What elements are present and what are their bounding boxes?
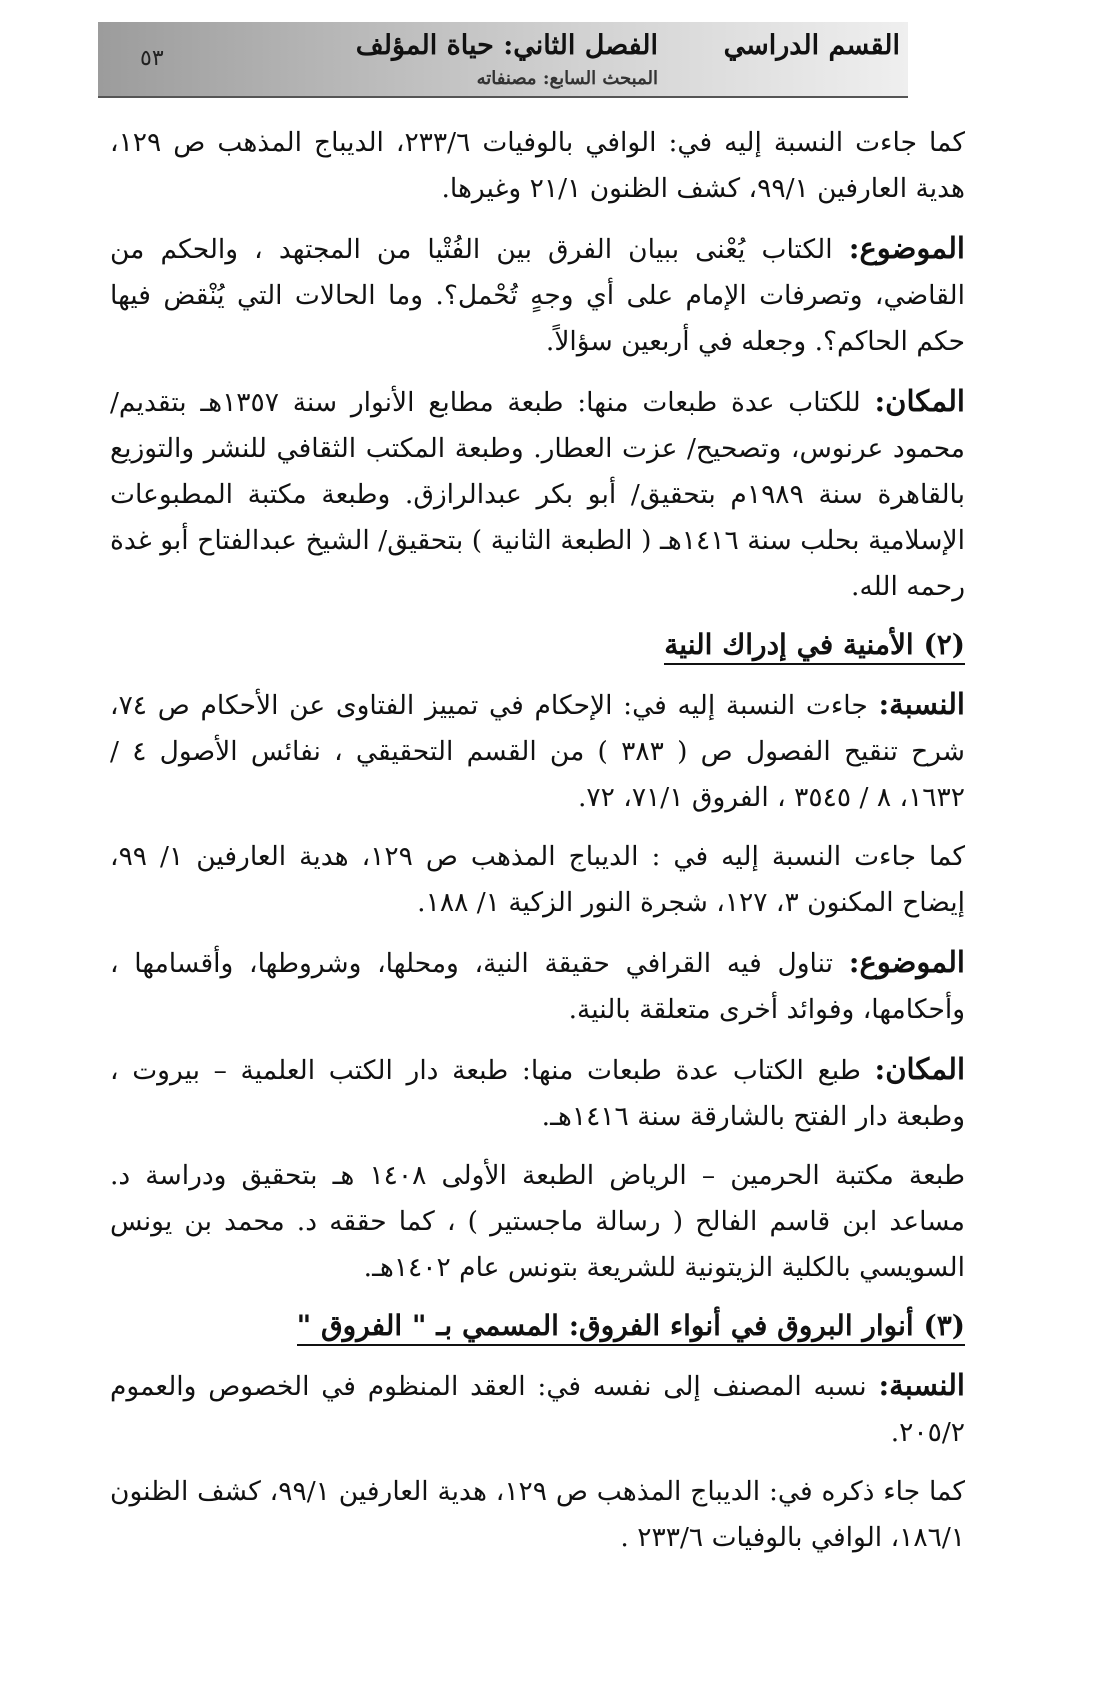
running-header bbox=[98, 22, 908, 98]
section-heading-text: (٣) أنوار البروق في أنواء الفروق: المسمي بـ " الفروق " bbox=[297, 1309, 965, 1346]
header-chapter-title: الفصل الثاني: حياة المؤلف bbox=[355, 30, 658, 61]
paragraph-text: نسبه المصنف إلى نفسه في: العقد المنظوم في الخصوص والعموم ٢٠٥/٢. bbox=[110, 1371, 965, 1448]
paragraph bbox=[110, 1469, 965, 1561]
page-number: ٥٣ bbox=[140, 46, 164, 71]
paragraph-text: الكتاب يُعْنى ببيان الفرق بين الفُتْيا من المجتهد ، والحكم من القاضي، وتصرفات الإمام على أي وجهٍ تُحْمل؟. وما الحالات التي يُنْقض فيها حكم الحاكم؟. وجعله في أربعين سؤالاً. bbox=[110, 234, 965, 357]
field-label: المكان: bbox=[874, 1052, 965, 1086]
field-label: المكان: bbox=[874, 384, 965, 418]
paragraph bbox=[110, 1153, 965, 1291]
section-heading-text: (٢) الأمنية في إدراك النية bbox=[664, 628, 965, 665]
paragraph-text: طبعة مكتبة الحرمين – الرياض الطبعة الأولى ١٤٠٨ هـ بتحقيق ودراسة د. مساعد ابن قاسم الفالح ( رسالة ماجستير ) ، كما حققه د. محمد بن يونس السويسي بالكلية الزيتونية للشريعة بتونس عام ١٤٠٢هـ. bbox=[110, 1160, 966, 1283]
paragraph bbox=[110, 120, 965, 212]
paragraph bbox=[110, 1362, 965, 1456]
paragraph bbox=[110, 939, 965, 1033]
paragraph bbox=[110, 681, 965, 821]
paragraph-text: تناول فيه القرافي حقيقة النية، ومحلها، وشروطها، وأقسامها ، وأحكامها، وفوائد أخرى متعلقة بالنية. bbox=[110, 948, 965, 1025]
paragraph bbox=[110, 834, 965, 926]
paragraph-text: كما جاء ذكره في: الديباج المذهب ص ١٢٩، هدية العارفين ٩٩/١، كشف الظنون ١٨٦/١، الوافي بالوفيات ٢٣٣/٦ . bbox=[110, 1476, 965, 1553]
header-section-title: القسم الدراسي bbox=[723, 30, 900, 61]
field-label: النسبة: bbox=[878, 1368, 965, 1402]
header-subsection-title: المبحث السابع: مصنفاته bbox=[476, 68, 658, 89]
paragraph-text: كما جاءت النسبة إليه في : الديباج المذهب ص ١٢٩، هدية العارفين ١/ ٩٩، إيضاح المكنون ٣، ١٢٧، شجرة النور الزكية ١/ ١٨٨. bbox=[110, 841, 965, 918]
paragraph bbox=[110, 225, 965, 365]
body-text bbox=[110, 120, 965, 1574]
paragraph-text: جاءت النسبة إليه في: الإحكام في تمييز الفتاوى عن الأحكام ص ٧٤، شرح تنقيح الفصول ص ( ٣٨٣ ) من القسم التحقيقي ، نفائس الأصول ٤ / ١٦٣٢، ٨ / ٣٥٤٥ ، الفروق ٧١/١، ٧٢. bbox=[110, 690, 966, 813]
paragraph-text: للكتاب عدة طبعات منها: طبعة مطابع الأنوار سنة ١٣٥٧هـ بتقديم/ محمود عرنوس، وتصحيح/ عزت العطار. وطبعة المكتب الثقافي للنشر والتوزيع بالقاهرة سنة ١٩٨٩م بتحقيق/ أبو بكر عبدالرازق. وطبعة مكتبة المطبوعات الإسلامية بحلب سنة ١٤١٦هـ ( الطبعة الثانية ) بتحقيق/ الشيخ عبدالفتاح أبو غدة رحمه الله. bbox=[110, 387, 965, 602]
paragraph bbox=[110, 1046, 965, 1140]
field-label: النسبة: bbox=[878, 687, 965, 721]
section-heading bbox=[110, 1304, 965, 1348]
section-heading bbox=[110, 623, 965, 667]
paragraph-text: كما جاءت النسبة إليه في: الوافي بالوفيات ٢٣٣/٦، الديباج المذهب ص ١٢٩، هدية العارفين ٩٩/١، كشف الظنون ٢١/١ وغيرها. bbox=[110, 127, 965, 204]
field-label: الموضوع: bbox=[848, 231, 965, 265]
paragraph-text: طبع الكتاب عدة طبعات منها: طبعة دار الكتب العلمية – بيروت ، وطبعة دار الفتح بالشارقة سنة ١٤١٦هـ. bbox=[110, 1055, 965, 1132]
field-label: الموضوع: bbox=[848, 945, 965, 979]
paragraph bbox=[110, 378, 965, 610]
